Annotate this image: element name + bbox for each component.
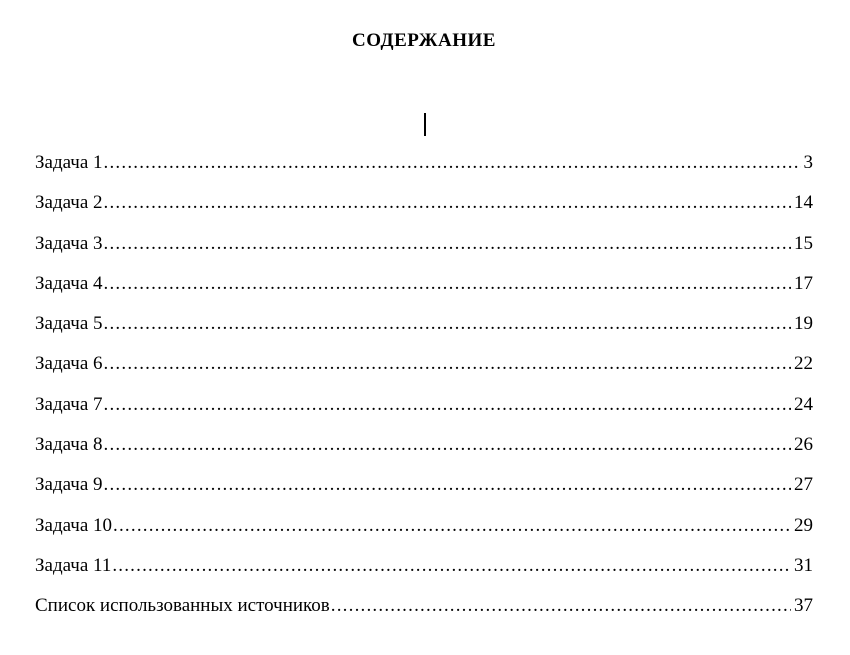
toc-entry-label: Задача 4 [35,272,103,294]
toc-dot-leader [331,595,791,617]
toc-entry-label: Задача 9 [35,474,103,496]
toc-entry[interactable] [35,233,813,273]
toc-entry[interactable] [35,152,813,192]
toc-entry-page: 24 [794,393,813,415]
text-cursor [424,113,426,136]
page-title: СОДЕРЖАНИЕ [352,30,496,51]
toc-entry[interactable] [35,273,813,313]
toc-entry-label: Задача 3 [35,232,103,254]
toc-entry-label: Задача 2 [35,192,103,214]
toc-dot-leader [112,555,791,577]
toc-entry-label: Список использованных источников [35,595,330,617]
toc-dot-leader [104,273,791,295]
toc-entry-page: 15 [794,232,813,254]
toc-entry-label: Задача 11 [35,554,112,576]
toc-entry-page: 37 [794,595,813,617]
toc-entry-label: Задача 10 [35,514,113,536]
toc-dot-leader [104,233,791,255]
toc-entry[interactable] [35,515,813,555]
toc-entry-label: Задача 8 [35,434,103,456]
toc-entry-page: 26 [794,434,813,456]
toc-entry-label: Задача 6 [35,353,103,375]
toc-dot-leader [104,474,791,496]
toc-entry-label: Задача 1 [35,152,103,173]
toc-dot-leader [104,434,791,456]
toc-dot-leader [104,152,801,174]
toc-entry-page: 27 [794,474,813,496]
toc-entry-page: 22 [794,353,813,375]
toc-entry[interactable] [35,434,813,474]
toc-entry-label: Задача 5 [35,313,103,335]
toc-dot-leader [104,394,791,416]
toc-dot-leader [113,515,791,537]
toc-entry-page: 17 [794,272,813,294]
toc-entry-page: 3 [803,152,813,173]
toc-entry[interactable] [35,313,813,353]
toc-dot-leader [104,192,791,214]
toc-entry[interactable] [35,394,813,434]
toc-entry-page: 29 [794,514,813,536]
toc-entry[interactable] [35,555,813,595]
toc-entry[interactable] [35,192,813,232]
toc-entry[interactable] [35,595,813,635]
toc-entry-page: 19 [794,313,813,335]
toc-entry-page: 14 [794,192,813,214]
toc-dot-leader [104,353,791,375]
toc-dot-leader [104,313,791,335]
table-of-contents [35,152,813,636]
toc-entry-label: Задача 7 [35,393,103,415]
toc-entry[interactable] [35,353,813,393]
toc-entry-page: 31 [794,554,813,576]
toc-entry[interactable] [35,474,813,514]
